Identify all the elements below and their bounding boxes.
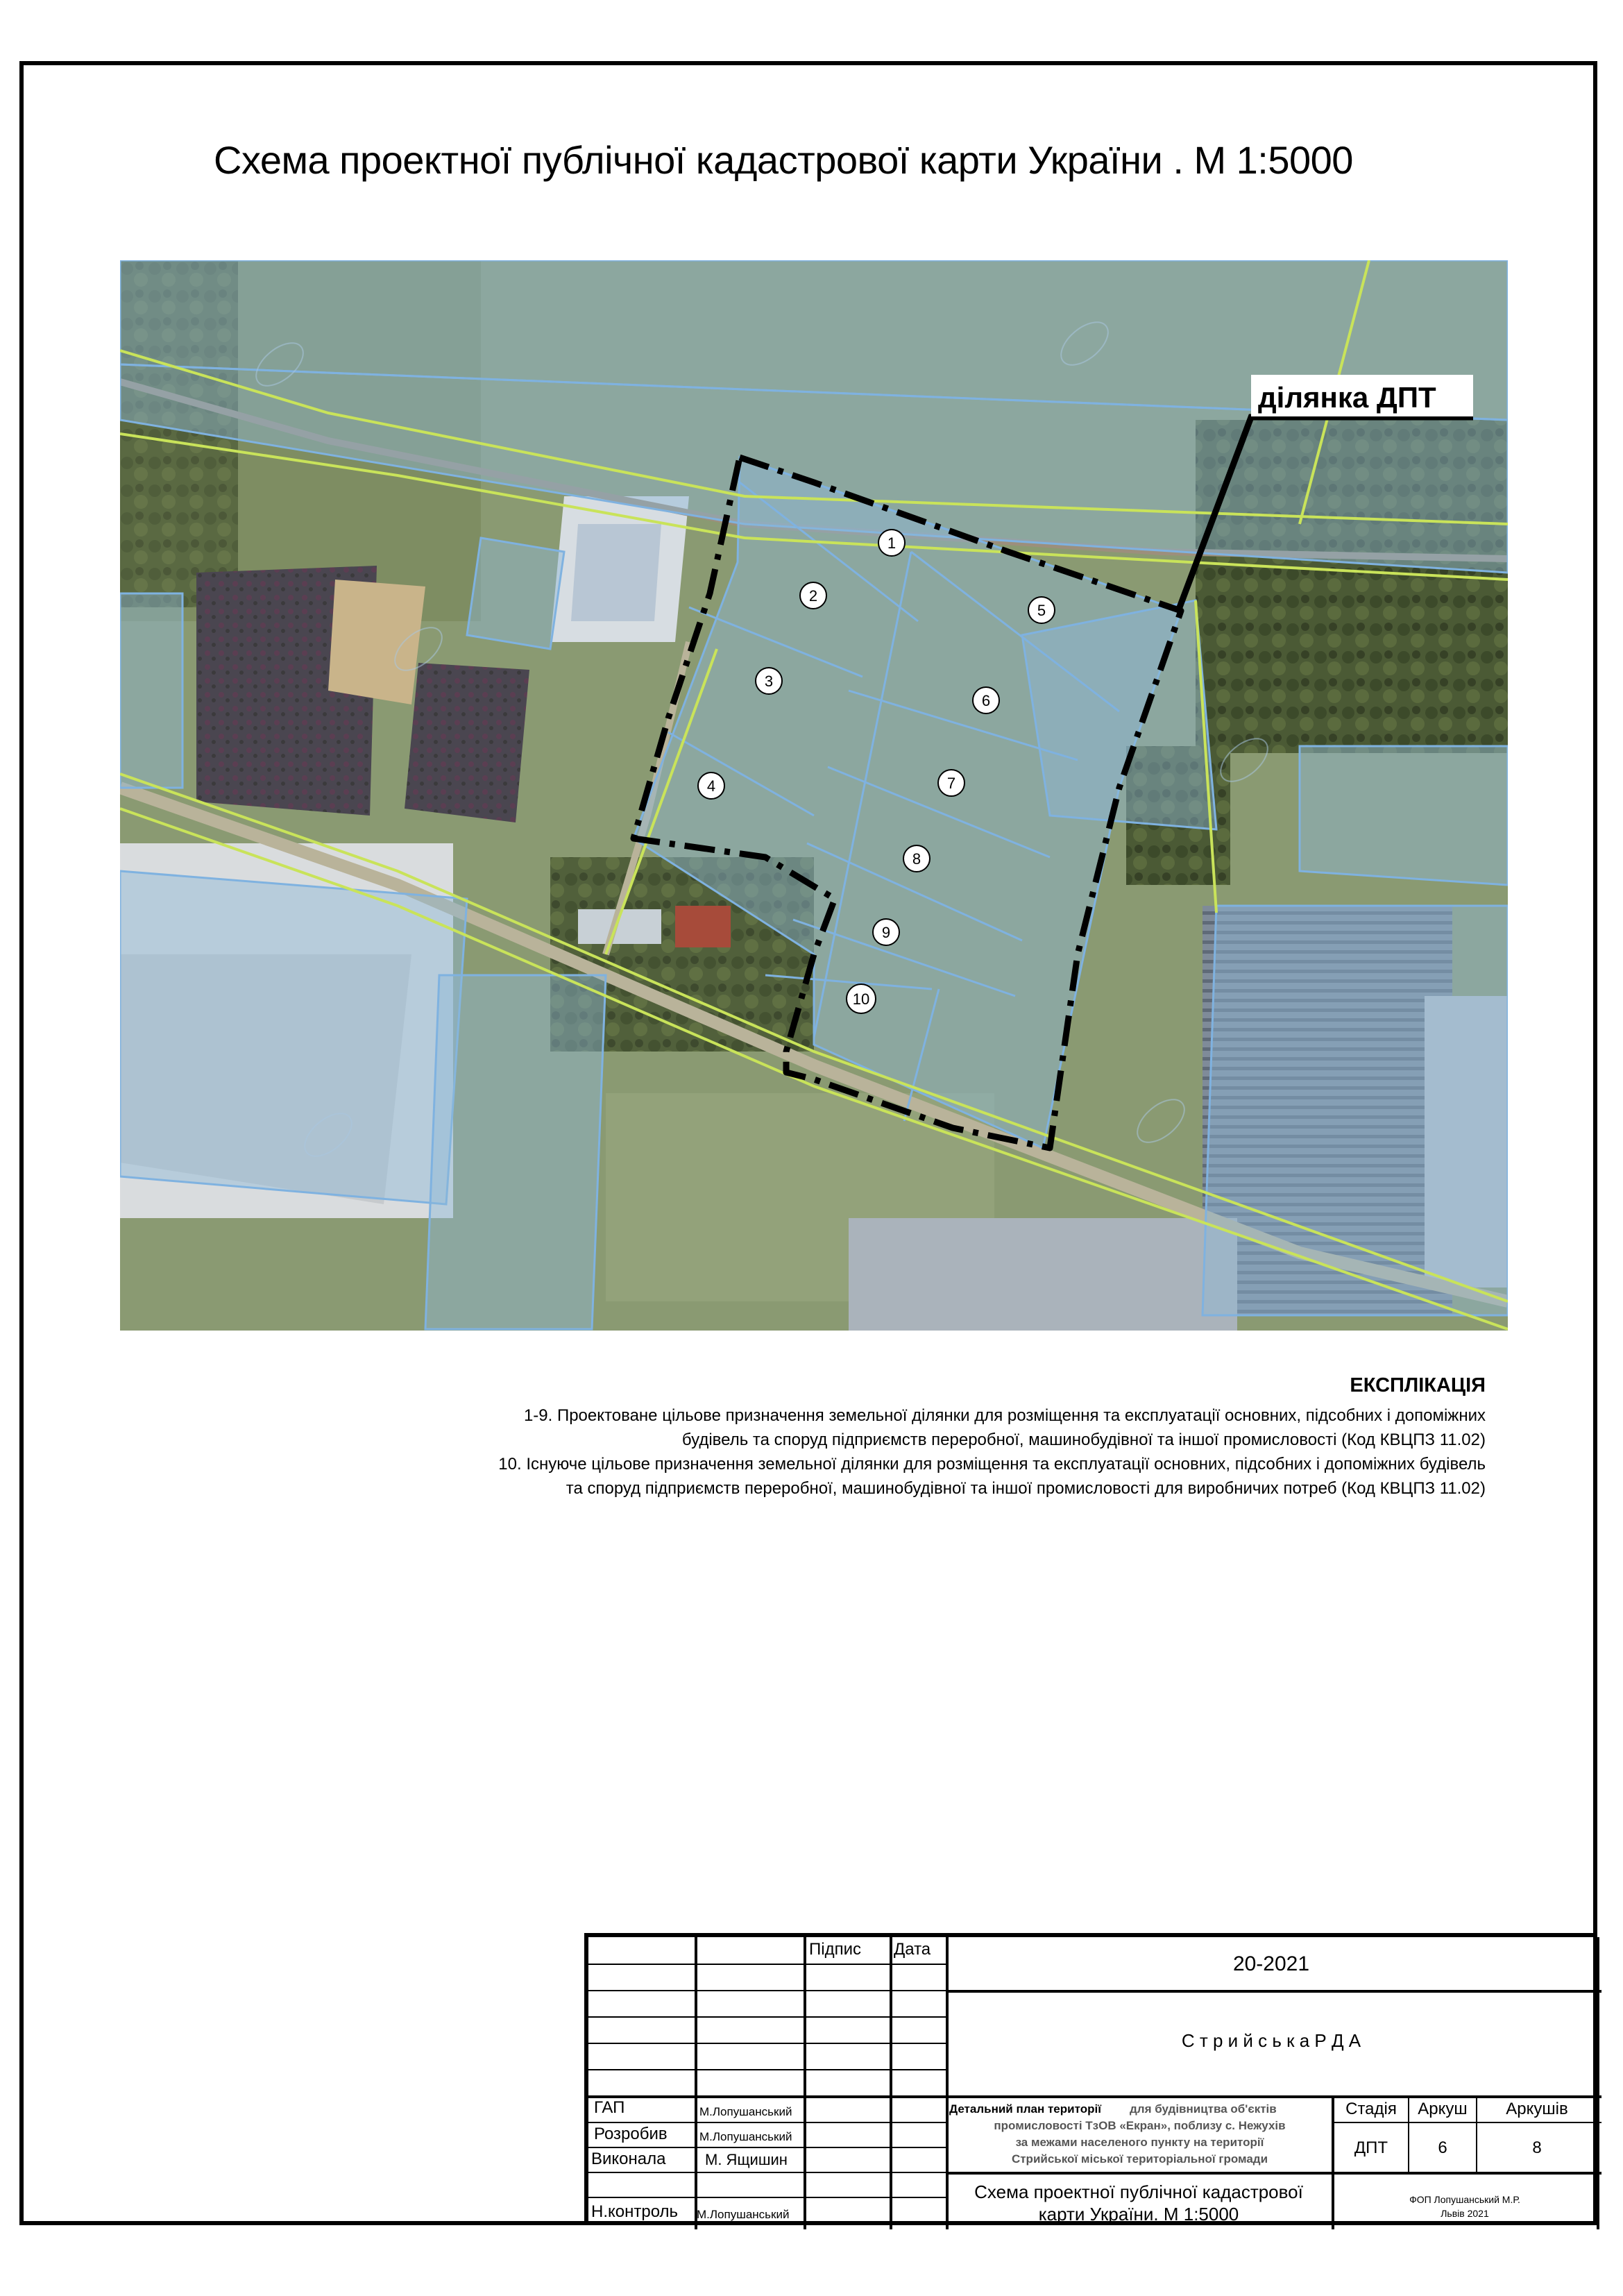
sheet-value: 6: [1438, 2138, 1447, 2157]
explication-title: ЕКСПЛІКАЦІЯ: [1350, 1374, 1486, 1396]
project-line: за межами населеного пункту на території: [1015, 2136, 1264, 2149]
parcel-marker-1: [878, 530, 905, 556]
parcel-marker-3: [756, 668, 782, 694]
svg-text:9: 9: [881, 924, 891, 941]
stage-header: Стадія: [1345, 2100, 1397, 2118]
customer-name: С т р и й с ь к а Р Д А: [1181, 2030, 1361, 2051]
dpt-callout-label: ділянка ДПТ: [1258, 381, 1436, 414]
aerial-map: [120, 260, 1508, 1331]
svg-text:10: 10: [852, 990, 870, 1008]
organization-line2: Львів 2021: [1441, 2208, 1489, 2219]
explication-line: 10. Існуюче цільове призначення земельної ділянки для розміщення та експлуатації основних, підсобних і допоміжних будівель: [498, 1455, 1486, 1474]
date-header: Дата: [894, 1940, 931, 1959]
parcel-marker-5: [1028, 597, 1055, 623]
organization-line1: ФОП Лопушанський М.Р.: [1409, 2194, 1520, 2205]
svg-text:6: 6: [981, 692, 991, 709]
parcel-marker-6: [973, 687, 999, 714]
svg-text:7: 7: [946, 775, 956, 792]
stage-value: ДПТ: [1354, 2138, 1388, 2157]
role-executed: Виконала: [591, 2150, 666, 2168]
parcel-marker-7: [938, 770, 965, 796]
drawing-title-line1: Схема проектної публічної кадастрової: [974, 2181, 1303, 2202]
title-block: [584, 1933, 1597, 2225]
page-title: Схема проектної публічної кадастрової карти України . М 1:5000: [214, 138, 1353, 182]
svg-text:2: 2: [808, 587, 818, 605]
sheets-value: 8: [1532, 2138, 1542, 2157]
svg-text:5: 5: [1037, 602, 1046, 619]
role-gap: ГАП: [594, 2098, 625, 2117]
explication-line: будівель та споруд підприємств переробної, машинобудівної та іншої промисловості (Код КВЦПЗ 11.02): [681, 1430, 1486, 1449]
svg-text:1: 1: [887, 534, 897, 552]
sheets-header: Аркушів: [1506, 2100, 1568, 2118]
name-executed: М. Ящишин: [705, 2151, 788, 2168]
project-title-rest: для будівництва об'єктів: [1130, 2102, 1277, 2116]
svg-text:3: 3: [764, 673, 774, 690]
svg-text:8: 8: [912, 850, 921, 868]
sheet-header: Аркуш: [1418, 2100, 1468, 2118]
parcel-marker-9: [873, 919, 899, 945]
explication-line: 1-9. Проектоване цільове призначення земельної ділянки для розміщення та експлуатації основних, підсобних і допоміжних: [523, 1406, 1486, 1425]
parcel-marker-8: [903, 845, 930, 872]
name-norm-control: М.Лопушанський: [697, 2208, 790, 2221]
project-line: Стрийської міської територіальної громади: [1011, 2152, 1268, 2166]
parcel-marker-2: [800, 582, 826, 609]
parcel-marker-4: [698, 773, 724, 799]
role-developed: Розробив: [594, 2125, 668, 2143]
role-norm-control: Н.контроль: [591, 2202, 679, 2221]
explication-line: та споруд підприємств переробної, машинобудівної та іншої промисловості для виробничих потреб (Код КВЦПЗ 11.02): [566, 1479, 1486, 1498]
parcel-marker-10: [847, 984, 876, 1013]
sign-header: Підпис: [809, 1940, 861, 1959]
name-developed: М.Лопушанський: [699, 2130, 792, 2143]
project-line: промисловості ТзОВ «Екран», поблизу с. Нежухів: [994, 2119, 1286, 2132]
doc-code: 20-2021: [1232, 1952, 1310, 1975]
svg-text:4: 4: [706, 777, 716, 795]
name-gap: М.Лопушанський: [699, 2105, 792, 2118]
project-title-bold: Детальний план території: [949, 2102, 1101, 2116]
drawing-title-line2: карти України. М 1:5000: [1038, 2204, 1239, 2225]
